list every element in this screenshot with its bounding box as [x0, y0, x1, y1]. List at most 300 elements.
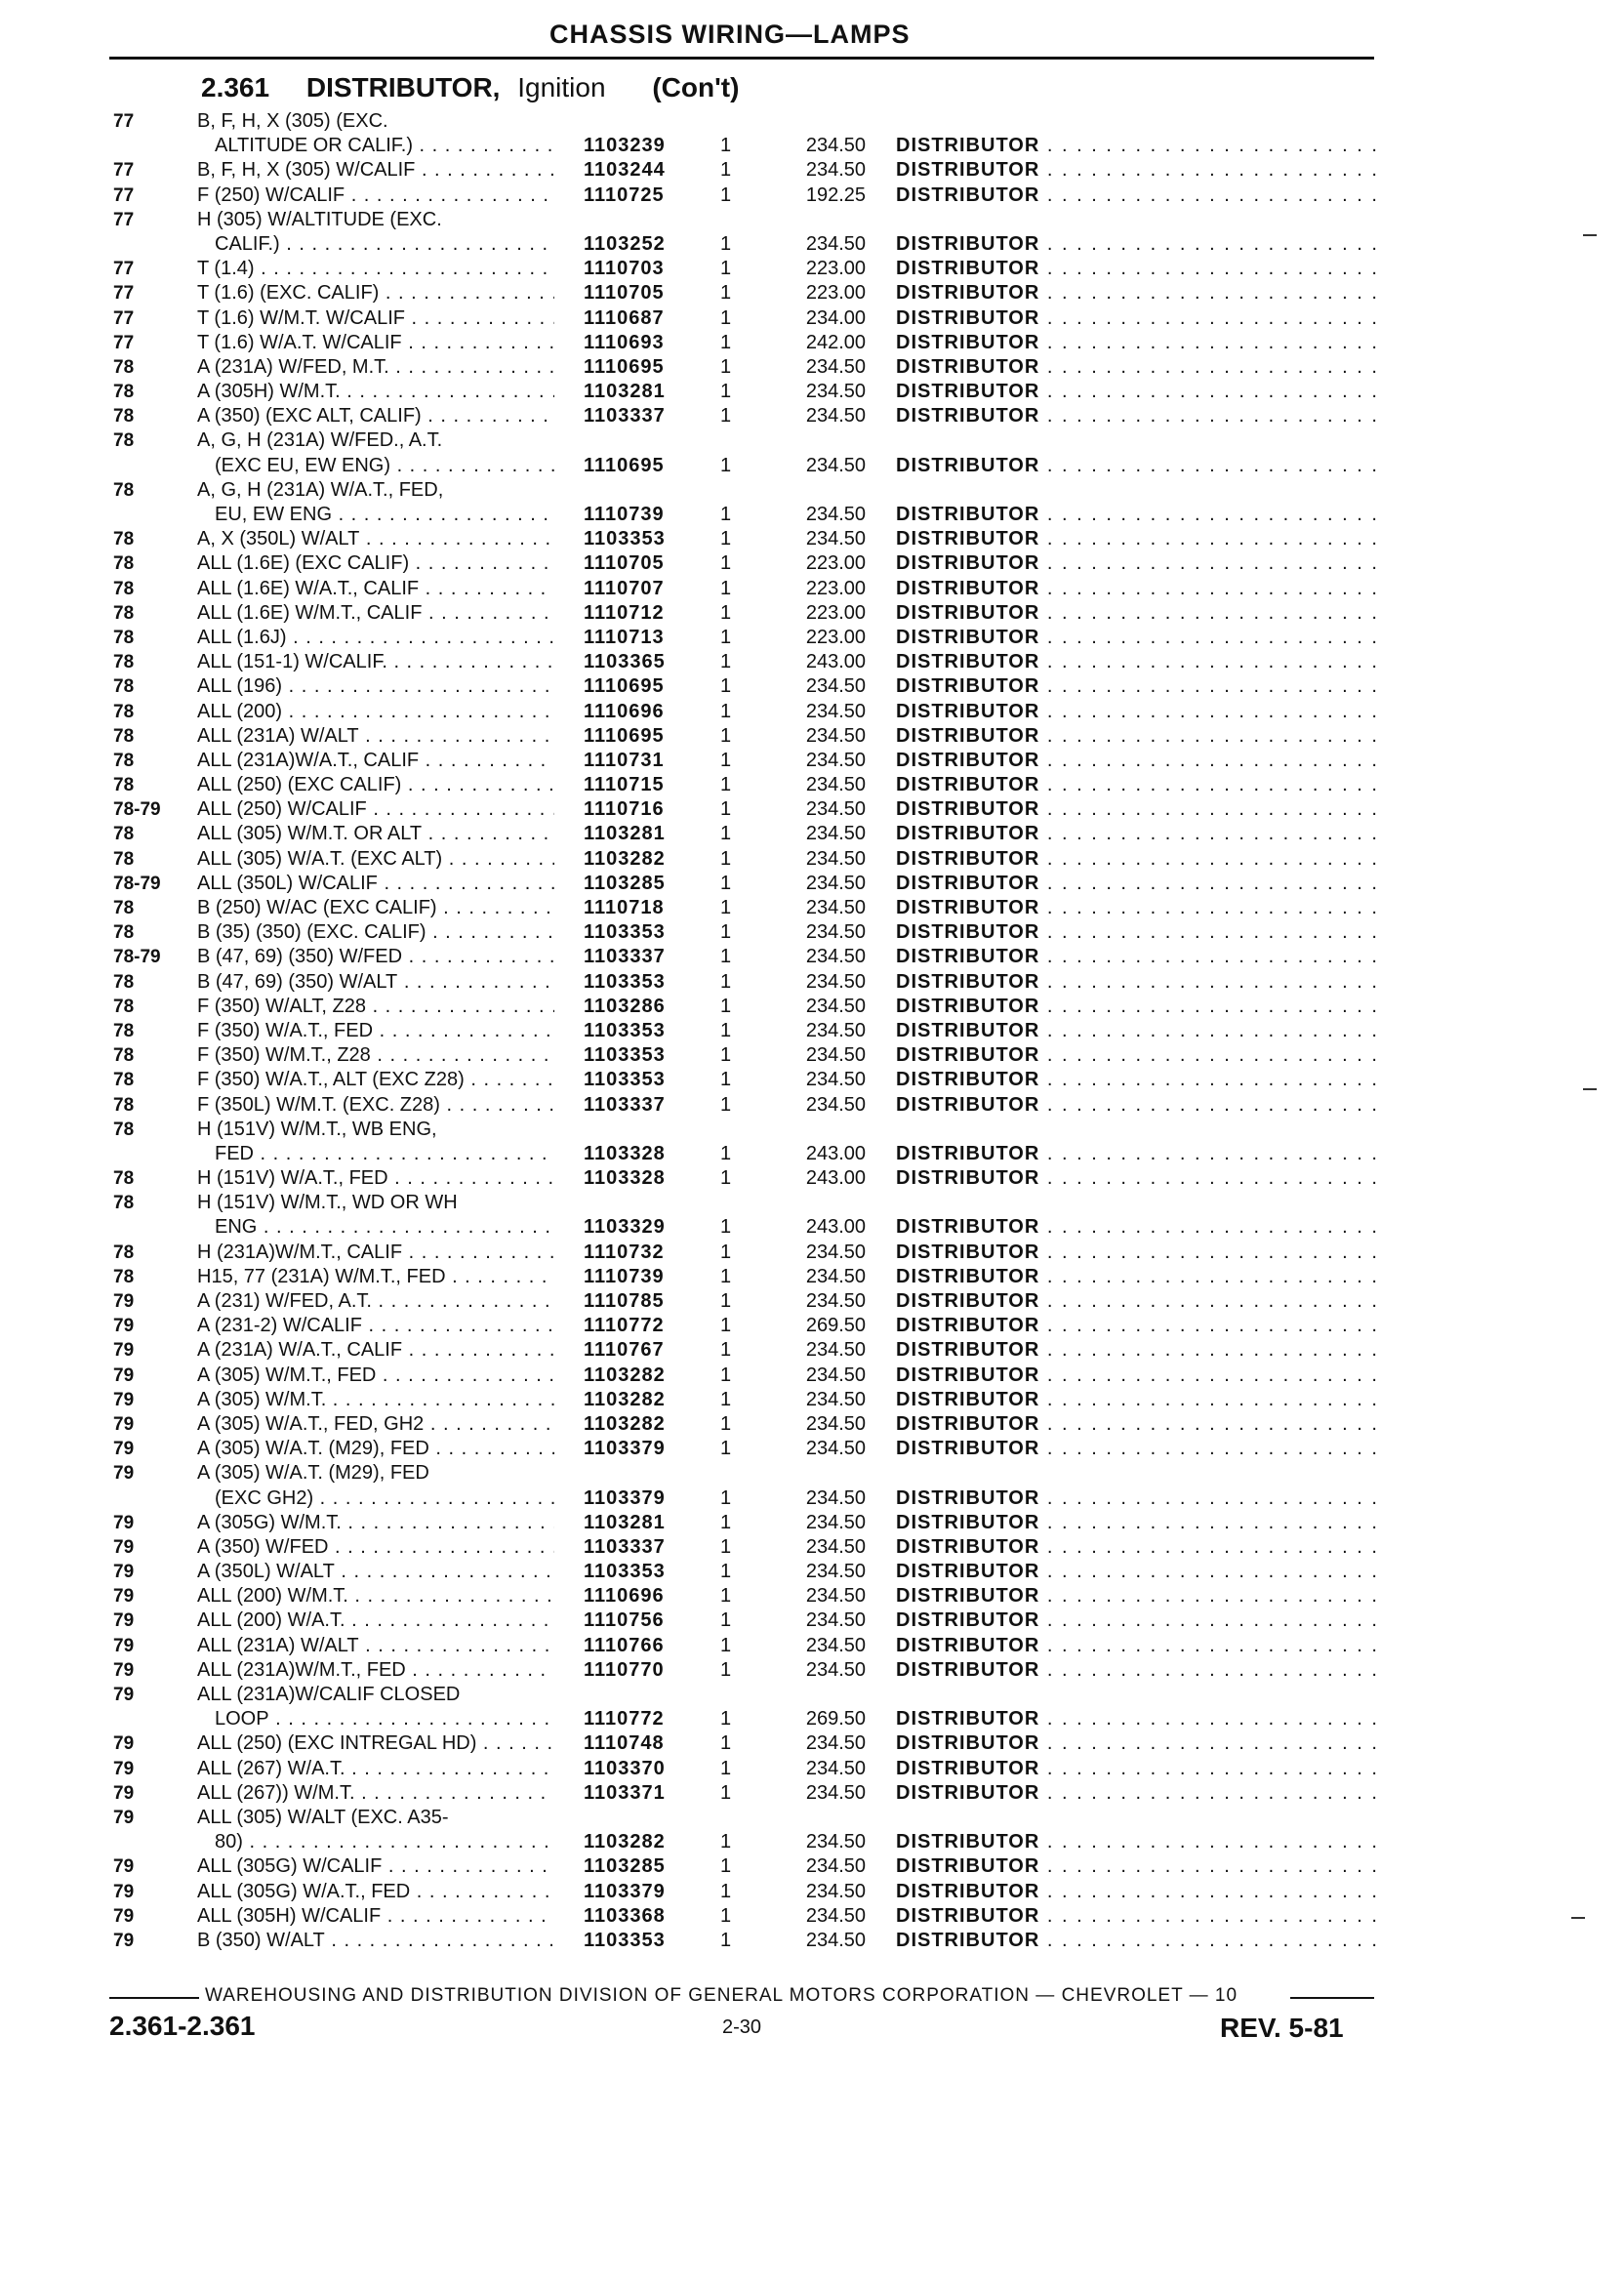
price: 223.00	[805, 258, 866, 280]
application-description: T (1.6) (EXC. CALIF) . . .	[197, 281, 554, 305]
part-number: 1103353	[584, 1019, 666, 1041]
application-description: ALL (200) W/M.T. . . .	[197, 1584, 554, 1608]
part-name: DISTRIBUTOR . . .	[896, 257, 1376, 281]
table-row	[0, 797, 1624, 822]
model-year: 77	[113, 259, 135, 280]
quantity: 1	[720, 1142, 732, 1164]
row-line	[0, 1166, 1624, 1191]
part-name: DISTRIBUTOR . . .	[896, 331, 1376, 355]
row-line	[0, 577, 1624, 601]
price: 234.50	[805, 1535, 866, 1558]
table-row	[0, 1388, 1624, 1412]
price: 192.25	[805, 183, 866, 206]
row-line	[0, 1584, 1624, 1608]
price: 234.50	[805, 232, 866, 255]
part-name: DISTRIBUTOR . . .	[896, 1314, 1376, 1338]
model-year: 78	[113, 1168, 135, 1190]
table-row	[0, 1511, 1624, 1535]
quantity: 1	[720, 1880, 732, 1902]
application-description: ALL (231A) W/ALT . . .	[197, 1634, 554, 1658]
application-description: (EXC EU, EW ENG) . . .	[215, 454, 554, 478]
part-number: 1103365	[584, 651, 666, 673]
model-year: 79	[113, 1635, 135, 1656]
edge-mark	[1571, 1917, 1585, 1919]
model-year: 78	[113, 602, 135, 624]
row-line	[0, 1535, 1624, 1560]
application-description: T (1.6) W/A.T. W/CALIF . . .	[197, 331, 554, 355]
price: 223.00	[805, 626, 866, 648]
row-line	[0, 1215, 1624, 1240]
application-description: B (47, 69) (350) W/ALT . . .	[197, 970, 554, 995]
part-name: DISTRIBUTOR . . .	[896, 626, 1376, 650]
table-row	[0, 724, 1624, 749]
model-year: 79	[113, 1536, 135, 1558]
row-line	[0, 995, 1624, 1019]
application-description: ALL (250) W/CALIF . . .	[197, 797, 554, 822]
part-name: DISTRIBUTOR . . .	[896, 601, 1376, 626]
price: 269.50	[805, 1315, 866, 1337]
part-number: 1103252	[584, 232, 666, 255]
quantity: 1	[720, 1511, 732, 1533]
quantity: 1	[720, 1486, 732, 1509]
quantity: 1	[720, 454, 732, 476]
model-year: 78	[113, 750, 135, 771]
application-description: CALIF.) . . .	[215, 232, 554, 257]
quantity: 1	[720, 552, 732, 575]
part-name: DISTRIBUTOR . . .	[896, 527, 1376, 551]
model-year: 78	[113, 1070, 135, 1091]
part-name: DISTRIBUTOR . . .	[896, 822, 1376, 846]
part-name: DISTRIBUTOR . . .	[896, 847, 1376, 872]
part-number: 1103239	[584, 135, 666, 157]
part-name: DISTRIBUTOR . . .	[896, 1707, 1376, 1731]
part-name: DISTRIBUTOR . . .	[896, 1757, 1376, 1781]
price: 234.50	[805, 872, 866, 894]
model-year: 79	[113, 1685, 135, 1705]
part-number: 1103281	[584, 381, 666, 403]
quantity: 1	[720, 1855, 732, 1878]
part-name: DISTRIBUTOR . . .	[896, 1215, 1376, 1240]
application-description: ALL (305) W/ALT (EXC. A35-	[197, 1806, 449, 1828]
price: 223.00	[805, 552, 866, 575]
application-description: A, G, H (231A) W/A.T., FED,	[197, 478, 444, 501]
footer-text: WAREHOUSING AND DISTRIBUTION DIVISION OF GENERAL MOTORS CORPORATION — CHEVROLET — 10	[205, 1985, 1238, 2006]
model-year: 78	[113, 627, 135, 648]
part-number: 1110756	[584, 1609, 665, 1632]
row-line	[0, 1289, 1624, 1314]
application-description: ALTITUDE OR CALIF.) . . .	[215, 134, 554, 158]
part-number: 1110705	[584, 282, 665, 305]
quantity: 1	[720, 970, 732, 993]
table-row	[0, 1757, 1624, 1781]
quantity: 1	[720, 872, 732, 894]
application-description: B (47, 69) (350) W/FED . . .	[197, 945, 554, 969]
part-name: DISTRIBUTOR . . .	[896, 896, 1376, 920]
part-name: DISTRIBUTOR . . .	[896, 306, 1376, 331]
model-year: 79	[113, 1881, 135, 1902]
row-line	[0, 1929, 1624, 1953]
part-number: 1103353	[584, 1069, 666, 1091]
application-description: H (305) W/ALTITUDE (EXC.	[197, 208, 442, 230]
table-row	[0, 380, 1624, 404]
part-number: 1103337	[584, 1093, 666, 1116]
table-row	[0, 183, 1624, 208]
application-description: ALL (231A)W/A.T., CALIF . . .	[197, 749, 554, 773]
quantity: 1	[720, 232, 732, 255]
part-number: 1103285	[584, 1855, 666, 1878]
row-line	[0, 1757, 1624, 1781]
part-name: DISTRIBUTOR . . .	[896, 749, 1376, 773]
quantity: 1	[720, 1585, 732, 1608]
quantity: 1	[720, 381, 732, 403]
table-row	[0, 1535, 1624, 1560]
quantity: 1	[720, 1634, 732, 1656]
row-line	[0, 872, 1624, 896]
model-year: 79	[113, 1586, 135, 1608]
price: 234.50	[805, 405, 866, 428]
application-description: ALL (231A)W/M.T., FED . . .	[197, 1658, 554, 1683]
price: 234.50	[805, 1069, 866, 1091]
table-row	[0, 749, 1624, 773]
part-name: DISTRIBUTOR . . .	[896, 650, 1376, 674]
footer-rule-right	[1290, 1997, 1374, 1999]
table-row	[0, 1019, 1624, 1043]
model-year: 79	[113, 1758, 135, 1779]
model-year: 79	[113, 1439, 135, 1460]
part-number: 1110695	[584, 454, 665, 476]
quantity: 1	[720, 1781, 732, 1804]
part-name: DISTRIBUTOR . . .	[896, 1412, 1376, 1437]
part-number: 1110715	[584, 774, 665, 796]
part-name: DISTRIBUTOR . . .	[896, 1388, 1376, 1412]
table-row	[0, 970, 1624, 995]
application-description: A (305) W/M.T. . . .	[197, 1388, 554, 1412]
table-row	[0, 1093, 1624, 1118]
quantity: 1	[720, 577, 732, 599]
price: 234.50	[805, 135, 866, 157]
price: 234.50	[805, 847, 866, 870]
table-row	[0, 1412, 1624, 1437]
model-year: 79	[113, 1807, 135, 1828]
row-line	[0, 945, 1624, 969]
table-row	[0, 1068, 1624, 1092]
application-description: A (305) W/A.T. (M29), FED . . .	[197, 1437, 554, 1461]
row-line	[0, 1437, 1624, 1461]
price: 234.50	[805, 774, 866, 796]
part-name: DISTRIBUTOR . . .	[896, 724, 1376, 749]
part-number: 1110770	[584, 1658, 665, 1681]
price: 223.00	[805, 577, 866, 599]
model-year: 79	[113, 1782, 135, 1804]
application-description: F (250) W/CALIF . . .	[197, 183, 554, 208]
model-year: 79	[113, 1610, 135, 1632]
table-row	[0, 1437, 1624, 1461]
application-description: FED . . .	[215, 1142, 554, 1166]
row-line	[0, 1634, 1624, 1658]
application-description: EU, EW ENG . . .	[215, 503, 554, 527]
part-name: DISTRIBUTOR . . .	[896, 1068, 1376, 1092]
application-description: ALL (1.6E) W/M.T., CALIF . . .	[197, 601, 554, 626]
quantity: 1	[720, 1093, 732, 1116]
part-name: DISTRIBUTOR . . .	[896, 1142, 1376, 1166]
part-number: 1110772	[584, 1315, 665, 1337]
application-description: ALL (250) (EXC INTREGAL HD) . . .	[197, 1731, 554, 1756]
application-description: ALL (350L) W/CALIF . . .	[197, 872, 554, 896]
row-line	[0, 700, 1624, 724]
table-row	[0, 1731, 1624, 1756]
quantity: 1	[720, 847, 732, 870]
row-line	[0, 134, 1624, 158]
parts-table	[0, 109, 1624, 1953]
row-line	[0, 601, 1624, 626]
part-name: DISTRIBUTOR . . .	[896, 1584, 1376, 1608]
part-number: 1110716	[584, 798, 665, 821]
application-description: A, G, H (231A) W/FED., A.T.	[197, 429, 443, 452]
row-line	[0, 527, 1624, 551]
part-number: 1103328	[584, 1167, 666, 1190]
application-description: H (231A)W/M.T., CALIF . . .	[197, 1241, 554, 1265]
table-row	[0, 1118, 1624, 1166]
row-line	[0, 1118, 1624, 1142]
row-line	[0, 1142, 1624, 1166]
quantity: 1	[720, 1167, 732, 1190]
table-row	[0, 1289, 1624, 1314]
table-row	[0, 1806, 1624, 1854]
application-description: ALL (200) W/A.T. . . .	[197, 1608, 554, 1633]
application-description: A (350) (EXC ALT, CALIF) . . .	[197, 404, 554, 428]
row-line	[0, 158, 1624, 183]
part-number: 1110695	[584, 355, 665, 378]
table-row	[0, 1241, 1624, 1265]
application-description: A (350L) W/ALT . . .	[197, 1560, 554, 1584]
part-name: DISTRIBUTOR . . .	[896, 1880, 1376, 1904]
row-line	[0, 331, 1624, 355]
table-row	[0, 674, 1624, 699]
application-description: ALL (267)) W/M.T. . . .	[197, 1781, 554, 1806]
price: 234.50	[805, 897, 866, 918]
row-line	[0, 822, 1624, 846]
part-name: DISTRIBUTOR . . .	[896, 945, 1376, 969]
application-description: H (151V) W/M.T., WB ENG,	[197, 1118, 437, 1140]
table-row	[0, 1929, 1624, 1953]
quantity: 1	[720, 1044, 732, 1067]
price: 234.50	[805, 970, 866, 993]
application-description: T (1.4) . . .	[197, 257, 554, 281]
model-year: 79	[113, 1659, 135, 1681]
part-number: 1103285	[584, 872, 666, 894]
quantity: 1	[720, 1904, 732, 1927]
row-line	[0, 1904, 1624, 1929]
row-line	[0, 920, 1624, 945]
part-name: DISTRIBUTOR . . .	[896, 134, 1376, 158]
row-line	[0, 281, 1624, 305]
price: 234.50	[805, 1511, 866, 1533]
table-row	[0, 1560, 1624, 1584]
part-number: 1103353	[584, 1561, 666, 1583]
row-line	[0, 847, 1624, 872]
application-description: ALL (231A)W/CALIF CLOSED	[197, 1684, 461, 1705]
price: 234.50	[805, 1880, 866, 1902]
part-name: DISTRIBUTOR . . .	[896, 1265, 1376, 1289]
table-row	[0, 404, 1624, 428]
quantity: 1	[720, 135, 732, 157]
model-year: 79	[113, 1340, 135, 1362]
application-description: ALL (305G) W/A.T., FED . . .	[197, 1880, 554, 1904]
application-description: A (305H) W/M.T. . . .	[197, 380, 554, 404]
section-number: 2.361	[201, 72, 270, 102]
application-description: ALL (250) (EXC CALIF) . . .	[197, 773, 554, 797]
row-line	[0, 1068, 1624, 1092]
part-name: DISTRIBUTOR . . .	[896, 1166, 1376, 1191]
table-row	[0, 700, 1624, 724]
model-year: 77	[113, 184, 135, 206]
quantity: 1	[720, 1609, 732, 1632]
quantity: 1	[720, 626, 732, 648]
part-name: DISTRIBUTOR . . .	[896, 1830, 1376, 1854]
table-row	[0, 1043, 1624, 1068]
row-line	[0, 306, 1624, 331]
table-row	[0, 281, 1624, 305]
table-row	[0, 650, 1624, 674]
model-year: 79	[113, 1413, 135, 1435]
part-name: DISTRIBUTOR . . .	[896, 1731, 1376, 1756]
model-year: 78	[113, 356, 135, 378]
application-description: T (1.6) W/M.T. W/CALIF . . .	[197, 306, 554, 331]
table-row	[0, 478, 1624, 527]
section-subtitle: Ignition	[517, 72, 606, 102]
row-line	[0, 626, 1624, 650]
part-name: DISTRIBUTOR . . .	[896, 1781, 1376, 1806]
row-line	[0, 1560, 1624, 1584]
footer-page-number: 2-30	[722, 2016, 762, 2038]
application-description: ALL (305) W/M.T. OR ALT . . .	[197, 822, 554, 846]
application-description: ALL (1.6J) . . .	[197, 626, 554, 650]
price: 234.50	[805, 1831, 866, 1853]
price: 234.50	[805, 1585, 866, 1608]
model-year: 79	[113, 1463, 135, 1485]
quantity: 1	[720, 1241, 732, 1263]
table-row	[0, 1781, 1624, 1806]
quantity: 1	[720, 355, 732, 378]
part-name: DISTRIBUTOR . . .	[896, 920, 1376, 945]
quantity: 1	[720, 1732, 732, 1755]
row-line	[0, 1364, 1624, 1388]
model-year: 78	[113, 848, 135, 870]
model-year: 79	[113, 1856, 135, 1878]
table-row	[0, 945, 1624, 969]
application-description: B (350) W/ALT . . .	[197, 1929, 554, 1953]
model-year: 78	[113, 529, 135, 550]
row-line	[0, 674, 1624, 699]
application-description: H (151V) W/M.T., WD OR WH	[197, 1192, 458, 1214]
application-description: A (305G) W/M.T. . . .	[197, 1511, 554, 1535]
part-name: DISTRIBUTOR . . .	[896, 1560, 1376, 1584]
row-line	[0, 355, 1624, 380]
part-name: DISTRIBUTOR . . .	[896, 1535, 1376, 1560]
row-line	[0, 1781, 1624, 1806]
table-row	[0, 822, 1624, 846]
quantity: 1	[720, 774, 732, 796]
part-number: 1103353	[584, 970, 666, 993]
quantity: 1	[720, 183, 732, 206]
application-description: ALL (1.6E) (EXC CALIF) . . .	[197, 551, 554, 576]
application-description: F (350) W/ALT, Z28 . . .	[197, 995, 554, 1019]
row-line	[0, 1265, 1624, 1289]
quantity: 1	[720, 528, 732, 550]
row-line	[0, 1658, 1624, 1683]
quantity: 1	[720, 1831, 732, 1853]
application-description: ALL (200) . . .	[197, 700, 554, 724]
table-row	[0, 577, 1624, 601]
part-number: 1110732	[584, 1241, 665, 1263]
price: 234.50	[805, 1732, 866, 1755]
application-description: ALL (305G) W/CALIF . . .	[197, 1854, 554, 1879]
table-row	[0, 527, 1624, 551]
price: 242.00	[805, 331, 866, 353]
model-year: 78-79	[113, 873, 161, 894]
part-number: 1103379	[584, 1438, 666, 1460]
model-year: 79	[113, 1930, 135, 1951]
row-line	[0, 1707, 1624, 1731]
quantity: 1	[720, 1265, 732, 1287]
quantity: 1	[720, 651, 732, 673]
row-line	[0, 404, 1624, 428]
part-number: 1103282	[584, 1364, 666, 1386]
part-number: 1103337	[584, 405, 666, 428]
part-number: 1110696	[584, 1585, 665, 1608]
row-line	[0, 1854, 1624, 1879]
quantity: 1	[720, 1438, 732, 1460]
part-number: 1103379	[584, 1486, 666, 1509]
price: 234.50	[805, 946, 866, 968]
table-row	[0, 920, 1624, 945]
table-row	[0, 1608, 1624, 1633]
application-description: F (350) W/M.T., Z28 . . .	[197, 1043, 554, 1068]
part-number: 1110695	[584, 724, 665, 747]
price: 234.00	[805, 306, 866, 329]
application-description: (EXC GH2) . . .	[215, 1486, 554, 1511]
table-row	[0, 1683, 1624, 1731]
table-row	[0, 428, 1624, 477]
application-description: B, F, H, X (305) (EXC.	[197, 110, 388, 132]
header-rule	[109, 57, 1374, 60]
model-year: 78	[113, 922, 135, 944]
part-number: 1110785	[584, 1290, 665, 1312]
quantity: 1	[720, 504, 732, 525]
part-number: 1103282	[584, 847, 666, 870]
model-year: 78	[113, 701, 135, 722]
application-description: A (350) W/FED . . .	[197, 1535, 554, 1560]
price: 269.50	[805, 1708, 866, 1730]
part-number: 1110705	[584, 552, 665, 575]
price: 234.50	[805, 504, 866, 525]
row-line	[0, 1608, 1624, 1633]
model-year: 79	[113, 1316, 135, 1337]
model-year: 78	[113, 898, 135, 918]
price: 234.50	[805, 1438, 866, 1460]
model-year: 78-79	[113, 799, 161, 821]
quantity: 1	[720, 159, 732, 182]
price: 234.50	[805, 1609, 866, 1632]
table-row	[0, 1166, 1624, 1191]
part-number: 1103282	[584, 1831, 666, 1853]
table-row	[0, 1265, 1624, 1289]
application-description: ALL (196) . . .	[197, 674, 554, 699]
application-description: B, F, H, X (305) W/CALIF . . .	[197, 158, 554, 183]
part-number: 1103370	[584, 1757, 666, 1779]
quantity: 1	[720, 405, 732, 428]
application-description: A (231A) W/FED, M.T. . . .	[197, 355, 554, 380]
